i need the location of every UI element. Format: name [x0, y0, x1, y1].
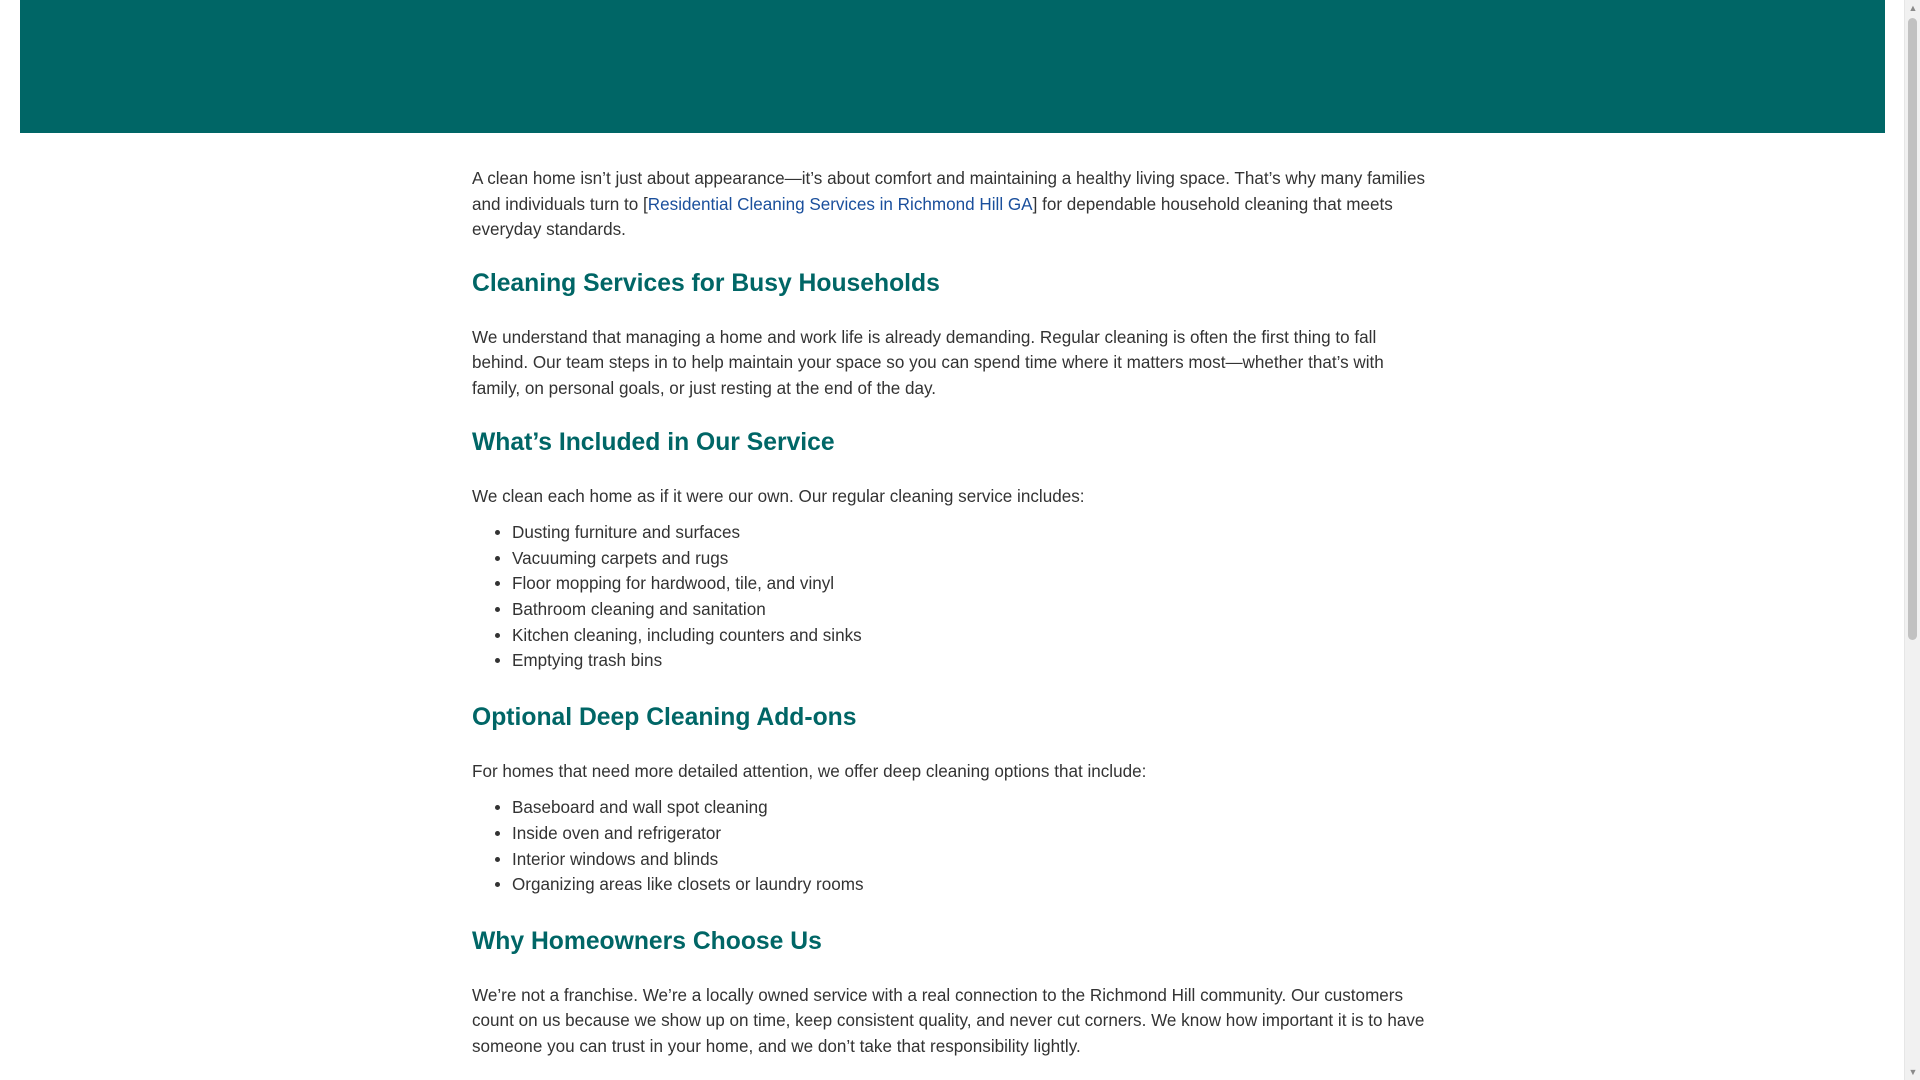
intro-paragraph [472, 166, 1434, 243]
section-heading-busy-households: Cleaning Services for Busy Households [472, 269, 940, 297]
residential-cleaning-link[interactable]: Residential Cleaning Services in Richmond Hill GA [647, 194, 1033, 214]
list-item: • Floor mopping for hardwood, tile, and vinyl [512, 571, 1434, 597]
scrollbar-thumb[interactable] [1908, 18, 1917, 640]
section-heading-whats-included: What’s Included in Our Service [472, 428, 835, 456]
list-item: • Interior windows and blinds [512, 847, 1434, 873]
list-item: • Inside oven and refrigerator [512, 821, 1434, 847]
section-paragraph-whats-included: We clean each home as if it were our own. Our regular cleaning service includes: [472, 486, 1085, 506]
list-item: • Bathroom cleaning and sanitation [512, 597, 1434, 623]
section-heading-why-choose-us: Why Homeowners Choose Us [472, 927, 822, 955]
list-item: • Organizing areas like closets or laundry rooms [512, 872, 1434, 898]
list-item: • Kitchen cleaning, including counters and sinks [512, 623, 1434, 649]
list-item: • Dusting furniture and surfaces [512, 520, 1434, 546]
list-item: • Vacuuming carpets and rugs [512, 546, 1434, 572]
section-paragraph-why-choose-us: We’re not a franchise. We’re a locally owned service with a real connection to the Richmond Hill community. Our customers count on us because we show up on time, keep consistent quality, and never cut corners. We know how important it is to have someone you can trust in your home, and we don’t take that responsibility lightly. [472, 985, 1425, 1056]
section-paragraph-busy-households: We understand that managing a home and work life is already demanding. Regular cleaning is often the first thing to fall behind. Our team steps in to help maintain your space so you can spend time where it matters most—whether that’s with family, on personal goals, or just resting at the end of the day. [472, 327, 1384, 398]
article-content [472, 166, 1434, 1080]
intro-text-after: ] for dependable household cleaning that meets everyday standards. [472, 194, 1393, 240]
intro-text-before: A clean home isn’t just about appearance—it’s about comfort and maintaining a healthy living space. That’s why many families and individuals turn to [ [472, 169, 1426, 214]
scroll-up-arrow-icon[interactable]: ▲ [1908, 3, 1918, 13]
header-banner [20, 0, 1885, 133]
vertical-scrollbar[interactable] [1904, 0, 1920, 1080]
deep-cleaning-list [472, 795, 1434, 897]
section-paragraph-deep-cleaning: For homes that need more detailed attention, we offer deep cleaning options that include: [472, 761, 1147, 781]
list-item: • Baseboard and wall spot cleaning [512, 795, 1434, 821]
section-heading-deep-cleaning: Optional Deep Cleaning Add-ons [472, 703, 857, 731]
included-services-list [472, 520, 1434, 674]
scroll-down-arrow-icon[interactable]: ▼ [1908, 1067, 1918, 1077]
list-item: • Emptying trash bins [512, 648, 1434, 674]
